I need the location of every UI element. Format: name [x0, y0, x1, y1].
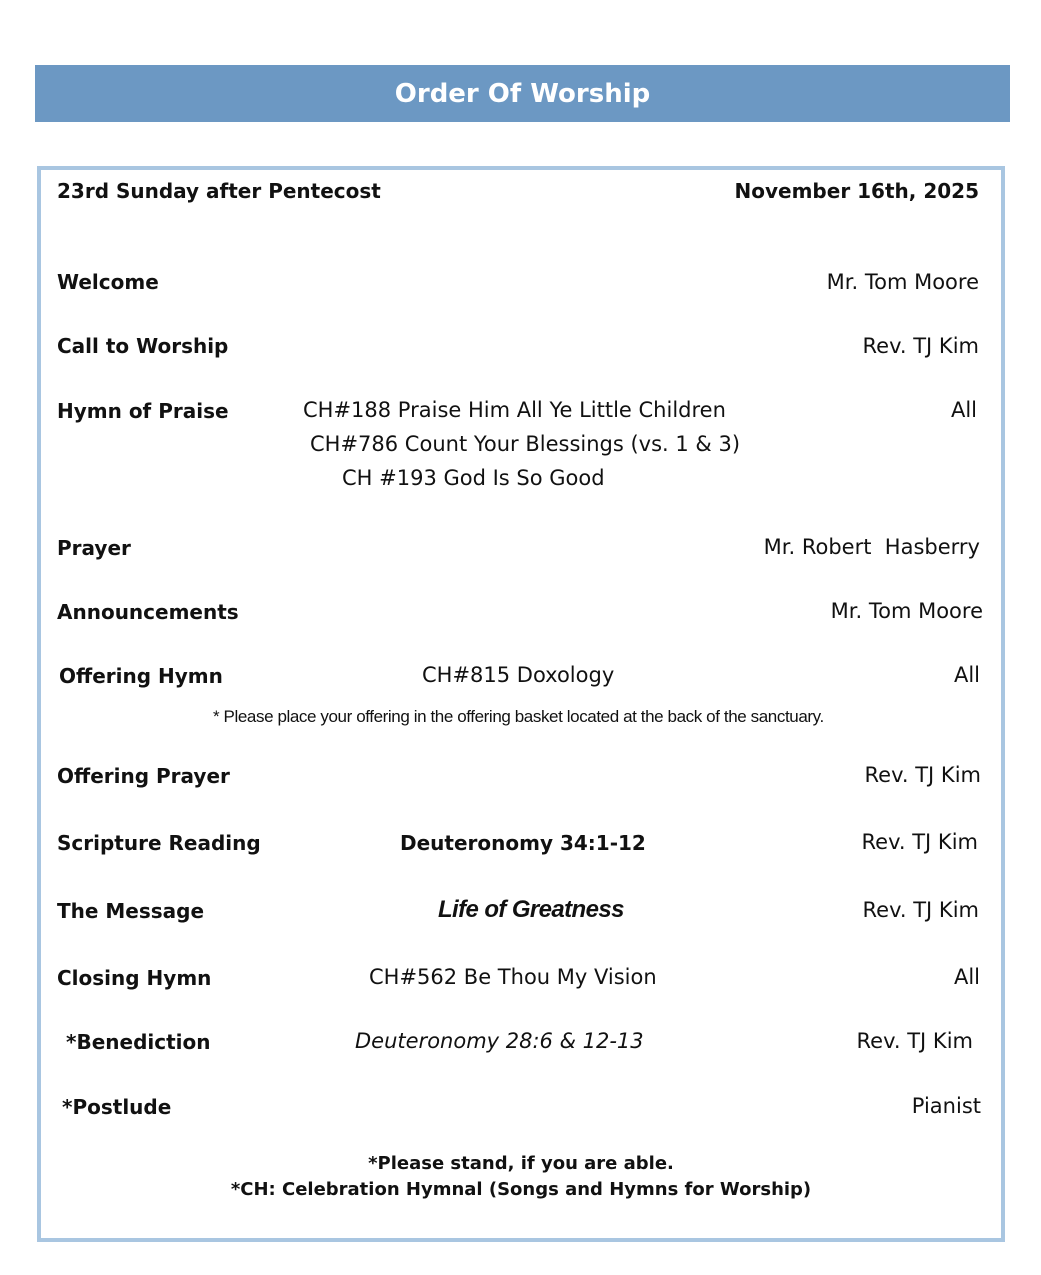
footer-hymnal-note: *CH: Celebration Hymnal (Songs and Hymns for Worship)	[230, 1179, 812, 1200]
the-message-leader: Rev. TJ Kim	[862, 898, 979, 922]
page-title-banner	[35, 65, 1010, 122]
page-title: Order Of Worship	[394, 78, 651, 109]
hymn-of-praise-label: Hymn of Praise	[57, 399, 229, 423]
footer-stand-note: *Please stand, if you are able.	[368, 1153, 674, 1174]
offering-prayer-leader: Rev. TJ Kim	[864, 763, 981, 787]
welcome-leader: Mr. Tom Moore	[826, 270, 979, 294]
benediction-leader: Rev. TJ Kim	[856, 1029, 973, 1053]
scripture-reading-label: Scripture Reading	[57, 831, 261, 855]
offering-hymn-label: Offering Hymn	[59, 664, 223, 688]
service-date: November 16th, 2025	[734, 179, 979, 203]
announcements-leader: Mr. Tom Moore	[830, 599, 983, 623]
benediction-detail: Deuteronomy 28:6 & 12-13	[355, 1029, 644, 1053]
scripture-reading-detail: Deuteronomy 34:1-12	[400, 831, 646, 855]
closing-hymn-detail: CH#562 Be Thou My Vision	[369, 965, 657, 989]
closing-hymn-label: Closing Hymn	[57, 966, 212, 990]
program-frame	[37, 166, 1005, 1242]
offering-note: * Please place your offering in the offering basket located at the back of the sanctuary.	[213, 707, 824, 726]
scripture-reading-leader: Rev. TJ Kim	[861, 830, 978, 854]
postlude-leader: Pianist	[911, 1094, 981, 1118]
prayer-label: Prayer	[57, 536, 131, 560]
welcome-label: Welcome	[57, 270, 159, 294]
offering-prayer-label: Offering Prayer	[57, 764, 230, 788]
closing-hymn-leader: All	[953, 965, 980, 989]
benediction-label: *Benediction	[66, 1030, 211, 1054]
offering-hymn-leader: All	[953, 663, 980, 687]
hymn-of-praise-leader: All	[950, 398, 977, 422]
the-message-label: The Message	[57, 899, 205, 923]
hymn-of-praise-hymn-1: CH#188 Praise Him All Ye Little Children	[303, 398, 726, 422]
prayer-leader: Mr. Robert Hasberry	[763, 535, 980, 559]
hymn-of-praise-hymn-3: CH #193 God Is So Good	[342, 466, 605, 490]
hymn-of-praise-hymn-2: CH#786 Count Your Blessings (vs. 1 & 3)	[310, 432, 741, 456]
message-title: Life of Greatness	[438, 896, 624, 923]
announcements-label: Announcements	[57, 600, 239, 624]
service-occasion: 23rd Sunday after Pentecost	[57, 179, 381, 203]
call-to-worship-label: Call to Worship	[57, 334, 229, 358]
offering-hymn-detail: CH#815 Doxology	[422, 663, 615, 687]
call-to-worship-leader: Rev. TJ Kim	[862, 334, 979, 358]
postlude-label: *Postlude	[62, 1095, 172, 1119]
